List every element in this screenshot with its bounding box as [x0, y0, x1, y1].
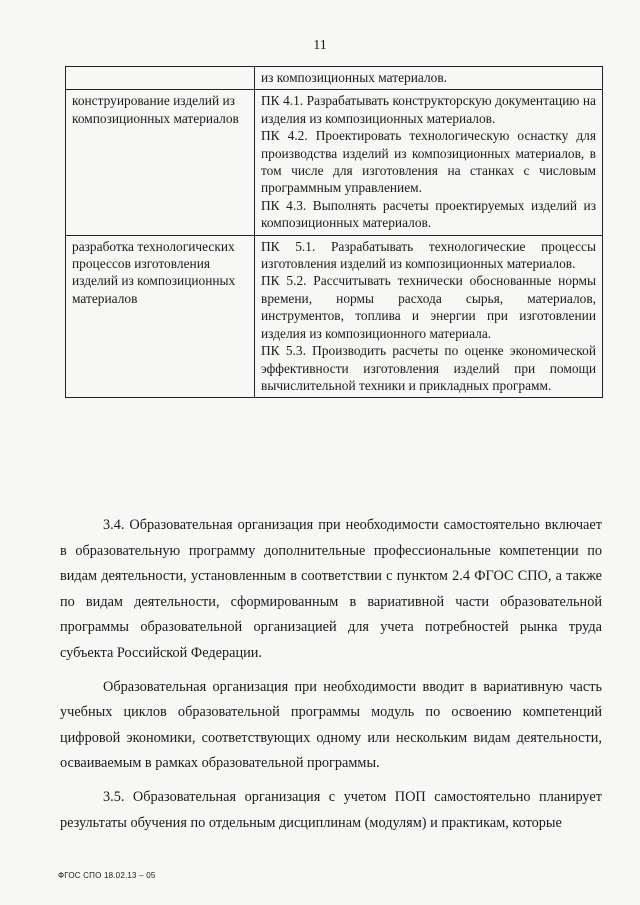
table-row [66, 67, 603, 90]
competency-item: ПК 5.3. Производить расчеты по оценке экономической эффективности изготовления изделий при помощи вычислительной техники и прикладных программ. [261, 343, 596, 393]
page-number: 11 [313, 38, 327, 53]
paragraph: Образовательная организация при необходимости вводит в вариативную часть учебных циклов образовательной программы модуль по освоению компетенций цифровой экономики, соответствующих одному или нескольким видам деятельности, осваиваемым в рамках образовательной программы. [60, 678, 602, 772]
table-cell-empty [66, 67, 255, 90]
table-cell-continuation: из композиционных материалов. [255, 67, 603, 90]
activity-cell: разработка технологических процессов изготовления изделий из композиционных материалов [66, 235, 255, 398]
competencies-cell [255, 235, 603, 398]
competency-item: ПК 4.1. Разрабатывать конструкторскую документацию на изделия из композиционных материалов. [261, 93, 596, 126]
competency-item: ПК 5.1. Разрабатывать технологические процессы изготовления изделий из композиционных материалов. [261, 238, 596, 272]
competency-item: ПК 5.2. Рассчитывать технически обоснованные нормы времени, нормы расхода сырья, материалов, инструментов, топлива и энергии при изготовлении изделия из композиционного материала. [261, 273, 596, 341]
competency-item: ПК 4.3. Выполнять расчеты проектируемых изделий из композиционных материалов. [261, 197, 596, 231]
body-text [60, 513, 602, 844]
paragraph: 3.4. Образовательная организация при необходимости самостоятельно включает в образовательную программу дополнительные профессиональные компетенции по видам деятельности, установленным в соответствии с пунктом 2.4 ФГОС СПО, а также по видам деятельности, сформированным в вариативной части образовательной программы образовательной организацией для учета потребностей рынка труда субъекта Российской Федерации. [60, 517, 602, 661]
competency-item: ПК 4.2. Проектировать технологическую оснастку для производства изделий из композиционных материалов, в том числе для изготовления на станках с числовым программным управлением. [261, 128, 596, 196]
activity-cell: конструирование изделий из композиционных материалов [66, 90, 255, 235]
competencies-cell [255, 90, 603, 235]
paragraph: 3.5. Образовательная организация с учетом ПОП самостоятельно планирует результаты обучения по отдельным дисциплинам (модулям) и практикам, которые [60, 788, 602, 831]
table-row [66, 235, 603, 398]
competency-table [65, 66, 603, 398]
table-row [66, 90, 603, 235]
document-footer: ФГОС СПО 18.02.13 – 05 [58, 871, 156, 880]
